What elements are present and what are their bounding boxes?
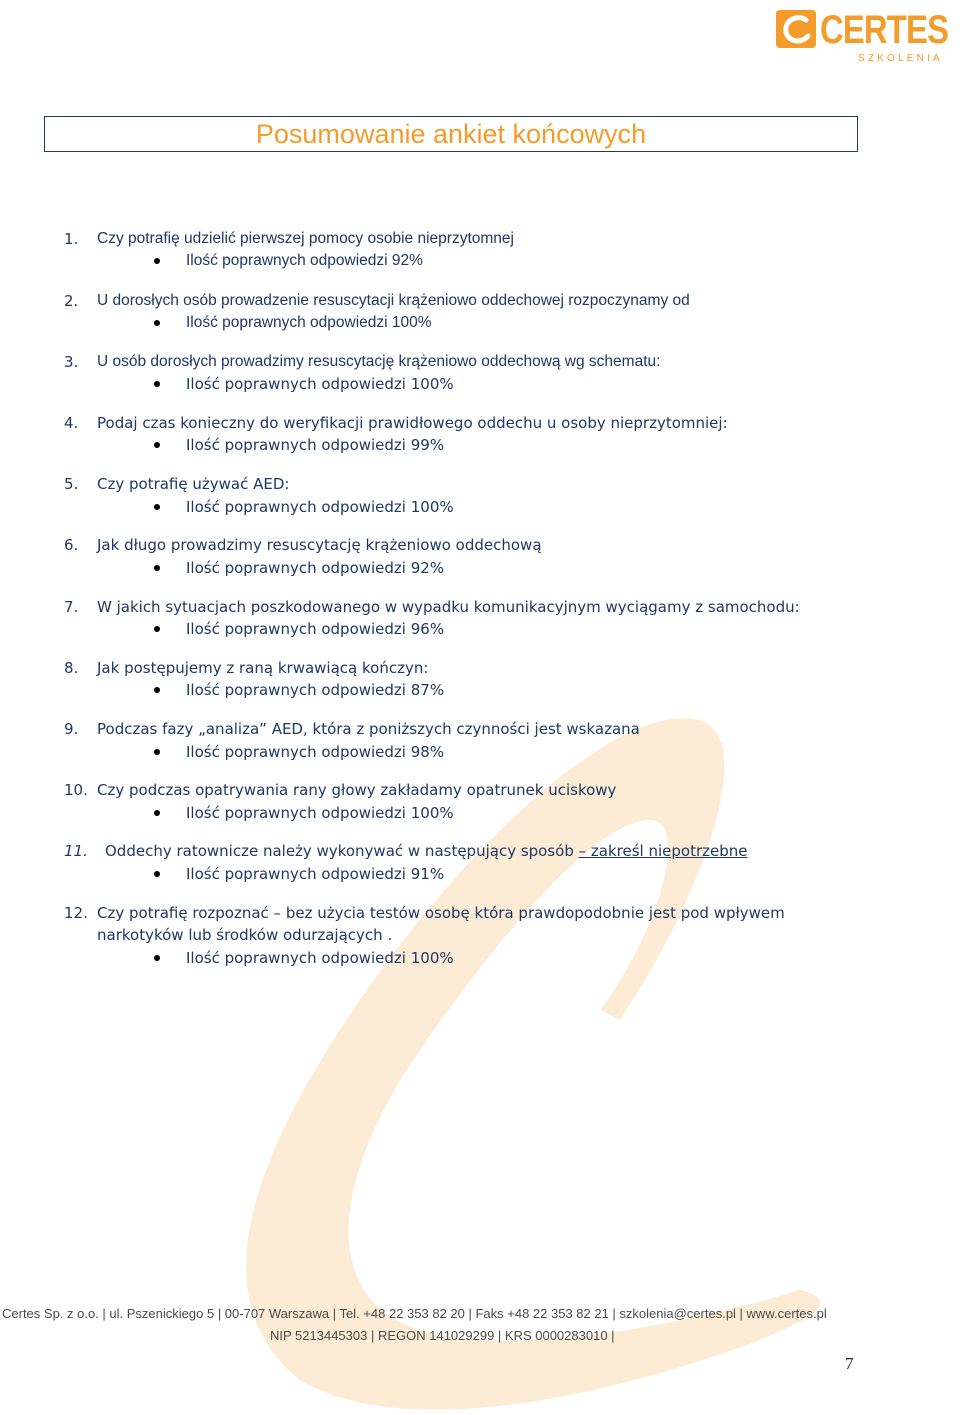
question-number: 11. bbox=[64, 842, 88, 860]
answer-text: Ilość poprawnych odpowiedzi 98% bbox=[186, 743, 445, 761]
answer-text: Ilość poprawnych odpowiedzi 100% bbox=[186, 804, 454, 822]
question-number: 9. bbox=[64, 720, 79, 738]
question-number: 2. bbox=[64, 292, 79, 310]
logo-sub-text: SZKOLENIA bbox=[858, 53, 943, 64]
bullet-icon bbox=[154, 955, 160, 961]
question-number: 12. bbox=[64, 904, 88, 922]
footer-registry: NIP 5213445303 | REGON 141029299 | KRS 0000283010 | bbox=[270, 1328, 615, 1343]
bullet-icon bbox=[154, 442, 160, 448]
answer-text: Ilość poprawnych odpowiedzi 91% bbox=[186, 865, 445, 883]
bullet-icon bbox=[154, 320, 160, 326]
bullet-icon bbox=[154, 258, 160, 264]
answer-text: Ilość poprawnych odpowiedzi 92% bbox=[186, 559, 445, 577]
question-text: Jak długo prowadzimy resuscytację krążeniowo oddechową bbox=[97, 536, 542, 554]
answer-text: Ilość poprawnych odpowiedzi 100% bbox=[186, 949, 454, 967]
question-number: 7. bbox=[64, 598, 79, 616]
page-number: 7 bbox=[845, 1354, 854, 1373]
certes-logo-mark-icon bbox=[776, 6, 822, 52]
question-text bbox=[105, 840, 795, 862]
question-text-line2: narkotyków lub środków odurzających . bbox=[97, 926, 393, 944]
bullet-icon bbox=[154, 810, 160, 816]
bullet-icon bbox=[154, 687, 160, 693]
page-title: Posumowanie ankiet końcowych bbox=[255, 119, 647, 149]
question-number: 1. bbox=[64, 230, 79, 248]
question-number: 6. bbox=[64, 536, 79, 554]
answer-text: Ilość poprawnych odpowiedzi 100% bbox=[186, 375, 454, 393]
question-text-main: Oddechy ratownicze należy wykonywać w następujący sposób bbox=[105, 842, 579, 860]
question-text: Podaj czas konieczny do weryfikacji prawidłowego oddechu u osoby nieprzytomniej: bbox=[97, 414, 728, 432]
question-number: 5. bbox=[64, 475, 79, 493]
answer-text: Ilość poprawnych odpowiedzi 100% bbox=[186, 314, 432, 331]
bullet-icon bbox=[154, 749, 160, 755]
bullet-icon bbox=[154, 871, 160, 877]
footer-contact: Certes Sp. z o.o. | ul. Pszenickiego 5 | 00-707 Warszawa | Tel. +48 22 353 82 20 | Faks +48 22 353 82 21 | szkolenia@certes.pl | www.certes.pl bbox=[2, 1306, 827, 1321]
answer-text: Ilość poprawnych odpowiedzi 87% bbox=[186, 681, 445, 699]
bullet-icon bbox=[154, 626, 160, 632]
question-number: 10. bbox=[64, 781, 88, 799]
question-text: W jakich sytuacjach poszkodowanego w wypadku komunikacyjnym wyciągamy z samochodu: bbox=[97, 598, 800, 616]
question-number: 8. bbox=[64, 659, 79, 677]
bullet-icon bbox=[154, 381, 160, 387]
question-text: U osób dorosłych prowadzimy resuscytację krążeniowo oddechową wg schematu: bbox=[97, 353, 661, 370]
answer-text: Ilość poprawnych odpowiedzi 100% bbox=[186, 498, 454, 516]
answer-text: Ilość poprawnych odpowiedzi 92% bbox=[186, 252, 423, 269]
question-text: U dorosłych osób prowadzenie resuscytacji krążeniowo oddechowej rozpoczynamy od bbox=[97, 292, 690, 309]
question-number: 3. bbox=[64, 353, 79, 371]
question-text: Czy potrafię używać AED: bbox=[97, 475, 290, 493]
question-number: 4. bbox=[64, 414, 79, 432]
question-text: Czy potrafię udzielić pierwszej pomocy osobie nieprzytomnej bbox=[97, 230, 514, 247]
question-text-underlined: – zakreśl niepotrzebne bbox=[578, 842, 748, 860]
answer-text: Ilość poprawnych odpowiedzi 99% bbox=[186, 436, 445, 454]
question-text: Podczas fazy „analiza” AED, która z poniższych czynności jest wskazana bbox=[97, 720, 640, 738]
question-text: Czy podczas opatrywania rany głowy zakładamy opatrunek uciskowy bbox=[97, 781, 617, 799]
question-text: Jak postępujemy z raną krwawiącą kończyn: bbox=[97, 659, 429, 677]
bullet-icon bbox=[154, 565, 160, 571]
answer-text: Ilość poprawnych odpowiedzi 96% bbox=[186, 620, 445, 638]
title-box bbox=[44, 116, 858, 152]
question-text-line1: Czy potrafię rozpoznać – bez użycia testów osobę która prawdopodobnie jest pod wpływem bbox=[97, 904, 785, 922]
bullet-icon bbox=[154, 504, 160, 510]
certes-logo bbox=[776, 6, 949, 64]
logo-brand-text: CERTES bbox=[820, 8, 949, 52]
